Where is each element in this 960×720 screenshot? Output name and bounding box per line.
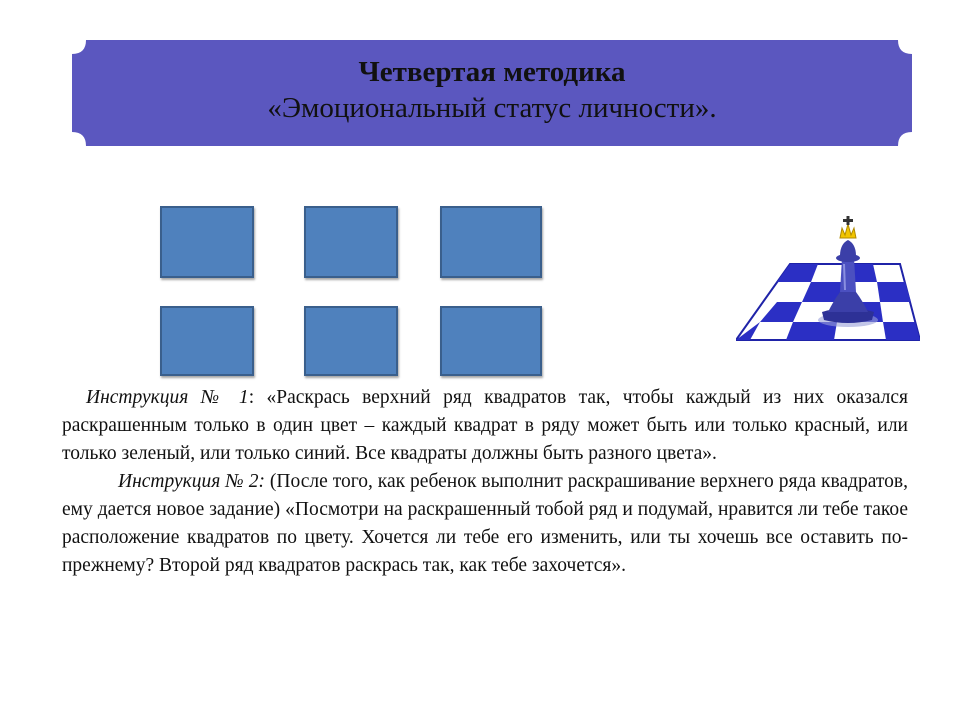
instruction-2-label: Инструкция № 2: (118, 471, 265, 492)
bottom-square-2[interactable] (304, 306, 398, 376)
top-square-3[interactable] (440, 206, 542, 278)
top-square-2[interactable] (304, 206, 398, 278)
instruction-1-label: Инструкция № 1 (86, 387, 249, 408)
top-square-1[interactable] (160, 206, 254, 278)
title-block (72, 54, 912, 126)
instructions-block (62, 384, 908, 580)
bottom-square-3[interactable] (440, 306, 542, 376)
page-subtitle: «Эмоциональный статус личности». (267, 92, 717, 124)
instruction-2 (62, 468, 908, 580)
page-title: Четвертая методика (358, 56, 626, 88)
chess-king-on-board-icon (736, 208, 920, 344)
bottom-square-1[interactable] (160, 306, 254, 376)
instruction-1 (62, 384, 908, 468)
instruction-1-text: : «Раскрась верхний ряд квадратов так, чтобы каждый из них оказался раскрашенным только в один цвет – каждый квадрат в ряду может быть или только красный, или только зеленый, или только синий. Все квадраты должны быть разного цвета». (62, 387, 908, 464)
instruction-2-text: (После того, как ребенок выполнит раскрашивание верхнего ряда квадратов, ему дается новое задание) «Посмотри на раскрашенный тобой ряд и подумай, нравится ли тебе такое расположение квадратов по цвету. Хочется ли тебе его изменить, или ты хочешь все оставить по-прежнему? Второй ряд квадратов раскрась так, как тебе захочется». (62, 471, 908, 576)
title-banner (72, 40, 912, 146)
